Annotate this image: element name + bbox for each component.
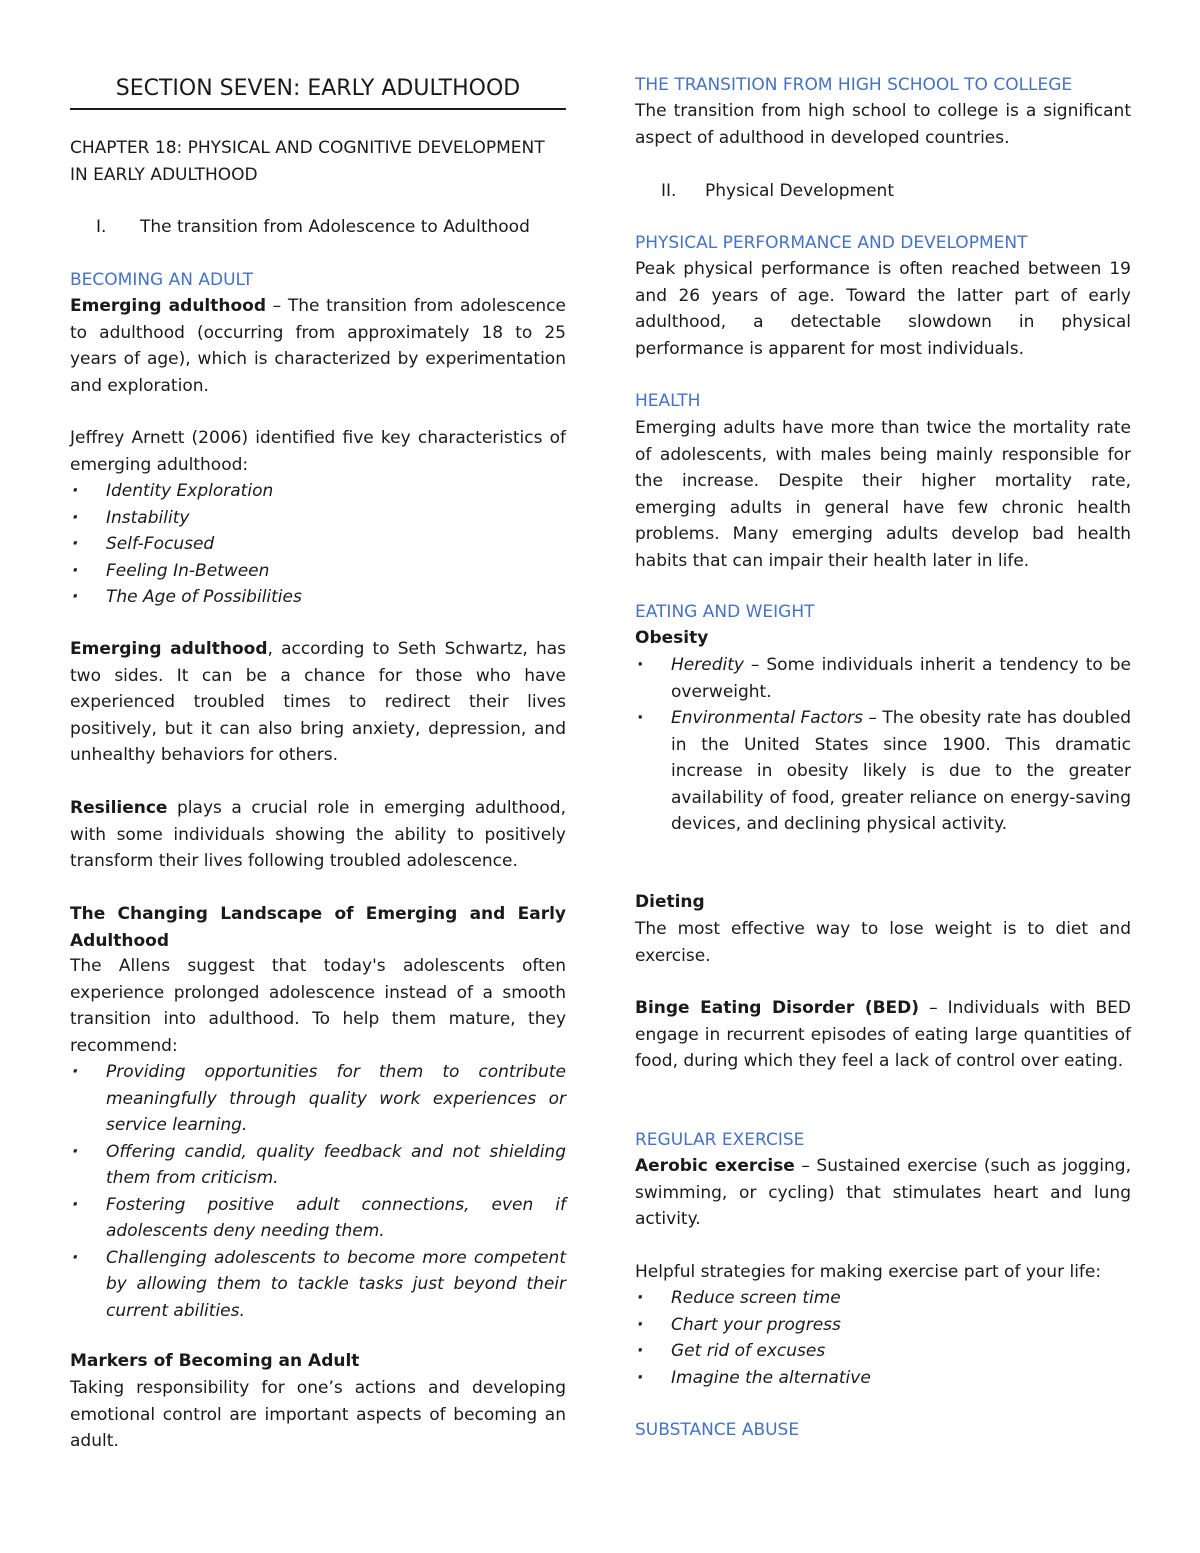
heading-changing-landscape: The Changing Landscape of Emerging and Early Adulthood xyxy=(70,904,566,951)
heading-transition-college: THE TRANSITION FROM HIGH SCHOOL TO COLLEGE xyxy=(635,75,1073,95)
aerobic-paragraph xyxy=(635,1153,1131,1233)
strategies-list xyxy=(635,1285,1131,1391)
term-emerging-adulthood: Emerging adulthood xyxy=(70,296,267,316)
list-item xyxy=(635,652,1131,705)
item-text: – The obesity rate has doubled in the United States since 1900. This dramatic increase in obesity likely is due to the greater availability of food, greater reliance on energy-saving devices, and declining physical activity. xyxy=(671,708,1131,834)
heading-health: HEALTH xyxy=(635,391,701,411)
outline-text: Physical Development xyxy=(705,181,895,201)
list-item: · Imagine the alternative xyxy=(635,1365,1131,1392)
heading-dieting: Dieting xyxy=(635,892,705,912)
transition-paragraph: The transition from high school to college is a significant aspect of adulthood in developed countries. xyxy=(635,101,1131,148)
list-item: · Feeling In-Between xyxy=(70,558,566,585)
item-text: – Some individuals inherit a tendency to be overweight. xyxy=(671,655,1131,702)
list-item: · Reduce screen time xyxy=(635,1285,1131,1312)
paragraph-text: – Sustained exercise (such as jogging, swimming, or cycling) that stimulates heart and lung activity. xyxy=(635,1156,1131,1229)
list-item: · The Age of Possibilities xyxy=(70,584,566,611)
term-heredity: Heredity xyxy=(671,655,744,675)
heading-substance-abuse: SUBSTANCE ABUSE xyxy=(635,1420,800,1440)
obesity-list xyxy=(635,652,1131,838)
term-resilience: Resilience xyxy=(70,798,168,818)
health-paragraph: Emerging adults have more than twice the mortality rate of adolescents, with males being mainly responsible for the increase. Despite their higher mortality rate, emerging adults in general have few chronic health problems. Many emerging adults develop bad health habits that can impair their health later in life. xyxy=(635,418,1131,571)
term-aerobic-exercise: Aerobic exercise xyxy=(635,1156,795,1176)
schwartz-paragraph xyxy=(70,636,566,769)
arnett-intro: Jeffrey Arnett (2006) identified five key characteristics of emerging adulthood: xyxy=(70,428,566,475)
heading-regular-exercise: REGULAR EXERCISE xyxy=(635,1130,805,1150)
heading-eating-weight: EATING AND WEIGHT xyxy=(635,602,815,622)
list-item: · Challenging adolescents to become more competent by allowing them to tackle tasks just beyond their current abilities. xyxy=(70,1245,566,1325)
strategies-intro: Helpful strategies for making exercise part of your life: xyxy=(635,1262,1102,1282)
markers-paragraph: Taking responsibility for one’s actions and developing emotional control are important aspects of becoming an adult. xyxy=(70,1378,566,1451)
paragraph-text: plays a crucial role in emerging adulthood, with some individuals showing the ability to positively transform their lives following troubled adolescence. xyxy=(70,798,566,871)
heading-becoming-adult: BECOMING AN ADULT xyxy=(70,270,254,290)
dieting-paragraph: The most effective way to lose weight is to diet and exercise. xyxy=(635,919,1131,966)
list-item: · Offering candid, quality feedback and not shielding them from criticism. xyxy=(70,1139,566,1192)
list-item: · Instability xyxy=(70,505,566,532)
term-emerging-adulthood: Emerging adulthood xyxy=(70,639,268,659)
paragraph-text: , according to Seth Schwartz, has two sides. It can be a chance for those who have experienced troubled times to redirect their lives positively, but it can also bring anxiety, depression, and unhealthy behaviors for others. xyxy=(70,639,566,765)
heading-physical-performance: PHYSICAL PERFORMANCE AND DEVELOPMENT xyxy=(635,233,1028,253)
definition-text: – The transition from adolescence to adulthood (occurring from approximately 18 to 25 years of age), which is characterized by experimentation and exploration. xyxy=(70,296,566,396)
term-environmental-factors: Environmental Factors xyxy=(671,708,863,728)
landscape-paragraph: The Allens suggest that today's adolescents often experience prolonged adolescence instead of a smooth transition into adulthood. To help them mature, they recommend: xyxy=(70,956,566,1056)
outline-item-1 xyxy=(70,214,566,241)
emerging-adulthood-definition xyxy=(70,293,566,399)
term-bed: Binge Eating Disorder (BED) xyxy=(635,998,920,1018)
outline-number: I. xyxy=(96,217,107,237)
list-item: · Identity Exploration xyxy=(70,478,566,505)
outline-number: II. xyxy=(661,181,677,201)
list-item: · Chart your progress xyxy=(635,1312,1131,1339)
paragraph-text: – Individuals with BED engage in recurrent episodes of eating large quantities of food, during which they feel a lack of control over eating. xyxy=(635,998,1131,1071)
section-title: SECTION SEVEN: EARLY ADULTHOOD xyxy=(70,72,566,110)
recommendations-list xyxy=(70,1059,566,1324)
bed-paragraph xyxy=(635,995,1131,1075)
outline-item-2 xyxy=(635,178,1131,205)
chapter-title: CHAPTER 18: PHYSICAL AND COGNITIVE DEVELOPMENT IN EARLY ADULTHOOD xyxy=(70,138,545,185)
list-item xyxy=(635,705,1131,838)
arnett-list xyxy=(70,478,566,611)
heading-obesity: Obesity xyxy=(635,628,709,648)
list-item: · Providing opportunities for them to contribute meaningfully through quality work experiences or service learning. xyxy=(70,1059,566,1139)
performance-paragraph: Peak physical performance is often reached between 19 and 26 years of age. Toward the latter part of early adulthood, a detectable slowdown in physical performance is apparent for most individuals. xyxy=(635,259,1131,359)
list-item: · Get rid of excuses xyxy=(635,1338,1131,1365)
resilience-paragraph xyxy=(70,795,566,875)
list-item: · Self-Focused xyxy=(70,531,566,558)
outline-text: The transition from Adolescence to Adulthood xyxy=(140,217,530,237)
list-item: · Fostering positive adult connections, even if adolescents deny needing them. xyxy=(70,1192,566,1245)
heading-markers: Markers of Becoming an Adult xyxy=(70,1351,360,1371)
